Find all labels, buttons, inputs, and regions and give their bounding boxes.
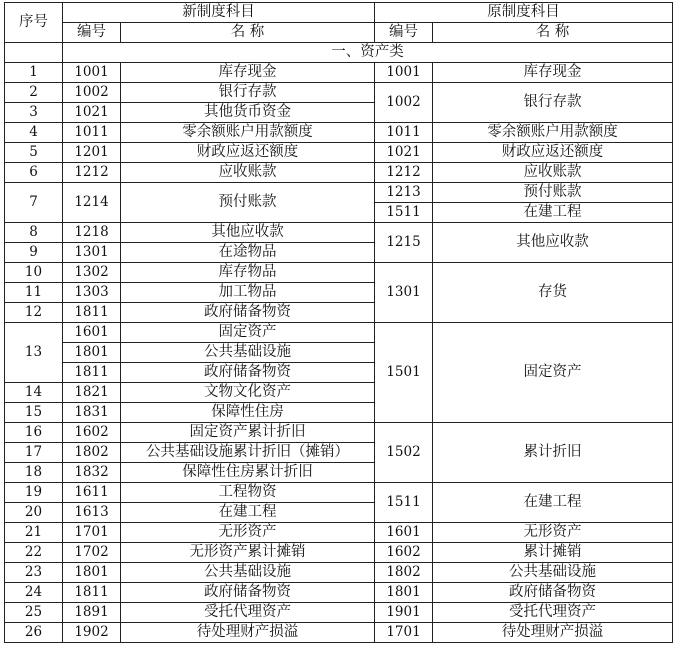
new-name-cell: 在建工程 (121, 503, 375, 523)
table-row (5, 603, 673, 623)
account-mapping-table (4, 2, 673, 643)
seq-cell: 9 (5, 243, 63, 263)
old-name-cell: 无形资产 (433, 523, 673, 543)
table-row (5, 423, 673, 443)
table-row (5, 483, 673, 503)
new-name-cell: 在途物品 (121, 243, 375, 263)
new-name-cell: 预付账款 (121, 183, 375, 223)
seq-cell: 26 (5, 623, 63, 643)
old-name-cell: 累计折旧 (433, 423, 673, 483)
old-code-cell: 1001 (375, 63, 433, 83)
table-row (5, 183, 673, 203)
seq-cell: 1 (5, 63, 63, 83)
seq-cell: 10 (5, 263, 63, 283)
seq-cell: 4 (5, 123, 63, 143)
new-name-cell: 工程物资 (121, 483, 375, 503)
old-name-cell: 库存现金 (433, 63, 673, 83)
old-code-cell: 1301 (375, 263, 433, 323)
new-group-header: 新制度科目 (63, 3, 375, 23)
new-name-cell: 公共基础设施累计折旧（摊销） (121, 443, 375, 463)
old-name-cell: 应收账款 (433, 163, 673, 183)
seq-cell: 11 (5, 283, 63, 303)
new-name-cell: 受托代理资产 (121, 603, 375, 623)
table-row (5, 163, 673, 183)
new-code-cell: 1811 (63, 363, 121, 383)
new-code-cell: 1702 (63, 543, 121, 563)
old-name-cell: 财政应返还额度 (433, 143, 673, 163)
new-code-cell: 1802 (63, 443, 121, 463)
seq-cell: 21 (5, 523, 63, 543)
old-name-cell: 公共基础设施 (433, 563, 673, 583)
table-row (5, 123, 673, 143)
new-name-cell: 无形资产 (121, 523, 375, 543)
new-name-cell: 库存现金 (121, 63, 375, 83)
old-name-cell: 政府储备物资 (433, 583, 673, 603)
new-code-cell: 1214 (63, 183, 121, 223)
seq-header: 序号 (5, 3, 63, 43)
new-code-cell: 1601 (63, 323, 121, 343)
old-group-header: 原制度科目 (375, 3, 673, 23)
old-code-cell: 1802 (375, 563, 433, 583)
old-code-cell: 1011 (375, 123, 433, 143)
old-name-cell: 零余额账户用款额度 (433, 123, 673, 143)
new-code-cell: 1301 (63, 243, 121, 263)
table-row (5, 263, 673, 283)
old-code-cell: 1701 (375, 623, 433, 643)
section-left-cell (5, 43, 63, 63)
table-row (5, 563, 673, 583)
new-code-cell: 1001 (63, 63, 121, 83)
new-name-cell: 政府储备物资 (121, 363, 375, 383)
seq-cell: 17 (5, 443, 63, 463)
seq-cell: 3 (5, 103, 63, 123)
table-row (5, 543, 673, 563)
seq-cell: 25 (5, 603, 63, 623)
new-name-cell: 保障性住房 (121, 403, 375, 423)
new-code-cell: 1811 (63, 583, 121, 603)
seq-cell: 15 (5, 403, 63, 423)
new-code-cell: 1831 (63, 403, 121, 423)
seq-cell: 8 (5, 223, 63, 243)
old-code-cell: 1801 (375, 583, 433, 603)
section-title: 一、资产类 (63, 43, 673, 63)
new-code-cell: 1002 (63, 83, 121, 103)
table-row (5, 223, 673, 243)
new-name-cell: 固定资产 (121, 323, 375, 343)
new-code-cell: 1011 (63, 123, 121, 143)
table-row (5, 83, 673, 103)
old-code-cell: 1215 (375, 223, 433, 263)
old-name-cell: 待处理财产损溢 (433, 623, 673, 643)
old-name-cell: 在建工程 (433, 203, 673, 223)
new-code-cell: 1212 (63, 163, 121, 183)
seq-cell: 23 (5, 563, 63, 583)
new-code-cell: 1701 (63, 523, 121, 543)
old-code-cell: 1602 (375, 543, 433, 563)
new-code-cell: 1801 (63, 563, 121, 583)
new-name-cell: 加工物品 (121, 283, 375, 303)
table-row (5, 143, 673, 163)
old-code-header: 编号 (375, 23, 433, 43)
old-name-cell: 其他应收款 (433, 223, 673, 263)
seq-cell: 16 (5, 423, 63, 443)
old-code-cell: 1601 (375, 523, 433, 543)
old-name-cell: 受托代理资产 (433, 603, 673, 623)
seq-cell: 13 (5, 323, 63, 383)
table-row (5, 323, 673, 343)
new-code-cell: 1218 (63, 223, 121, 243)
old-code-cell: 1502 (375, 423, 433, 483)
table-row (5, 623, 673, 643)
new-code-cell: 1613 (63, 503, 121, 523)
new-code-header: 编号 (63, 23, 121, 43)
seq-cell: 12 (5, 303, 63, 323)
new-name-cell: 文物文化资产 (121, 383, 375, 403)
new-code-cell: 1611 (63, 483, 121, 503)
old-code-cell: 1511 (375, 203, 433, 223)
old-code-cell: 1002 (375, 83, 433, 123)
new-name-cell: 公共基础设施 (121, 563, 375, 583)
old-name-cell: 银行存款 (433, 83, 673, 123)
old-name-header: 名 称 (433, 23, 673, 43)
comparison-sheet (4, 2, 673, 643)
seq-cell: 20 (5, 503, 63, 523)
new-name-cell: 公共基础设施 (121, 343, 375, 363)
new-name-cell: 银行存款 (121, 83, 375, 103)
seq-cell: 14 (5, 383, 63, 403)
new-name-cell: 零余额账户用款额度 (121, 123, 375, 143)
old-code-cell: 1213 (375, 183, 433, 203)
seq-cell: 22 (5, 543, 63, 563)
seq-cell: 24 (5, 583, 63, 603)
new-name-cell: 其他应收款 (121, 223, 375, 243)
old-code-cell: 1501 (375, 323, 433, 423)
new-code-cell: 1801 (63, 343, 121, 363)
new-code-cell: 1821 (63, 383, 121, 403)
new-code-cell: 1891 (63, 603, 121, 623)
new-name-cell: 应收账款 (121, 163, 375, 183)
old-code-cell: 1212 (375, 163, 433, 183)
new-name-cell: 无形资产累计摊销 (121, 543, 375, 563)
new-code-cell: 1832 (63, 463, 121, 483)
old-name-cell: 存货 (433, 263, 673, 323)
old-code-cell: 1901 (375, 603, 433, 623)
new-name-cell: 固定资产累计折旧 (121, 423, 375, 443)
new-code-cell: 1602 (63, 423, 121, 443)
seq-cell: 7 (5, 183, 63, 223)
new-name-cell: 政府储备物资 (121, 583, 375, 603)
seq-cell: 18 (5, 463, 63, 483)
new-name-cell: 政府储备物资 (121, 303, 375, 323)
table-row (5, 63, 673, 83)
new-code-cell: 1201 (63, 143, 121, 163)
old-name-cell: 在建工程 (433, 483, 673, 523)
new-name-header: 名 称 (121, 23, 375, 43)
seq-cell: 5 (5, 143, 63, 163)
old-code-cell: 1511 (375, 483, 433, 523)
new-name-cell: 保障性住房累计折旧 (121, 463, 375, 483)
new-code-cell: 1303 (63, 283, 121, 303)
table-row (5, 583, 673, 603)
seq-cell: 19 (5, 483, 63, 503)
old-name-cell: 累计摊销 (433, 543, 673, 563)
new-code-cell: 1302 (63, 263, 121, 283)
table-row (5, 523, 673, 543)
old-name-cell: 预付账款 (433, 183, 673, 203)
new-code-cell: 1811 (63, 303, 121, 323)
old-code-cell: 1021 (375, 143, 433, 163)
new-name-cell: 库存物品 (121, 263, 375, 283)
seq-cell: 6 (5, 163, 63, 183)
new-code-cell: 1021 (63, 103, 121, 123)
new-code-cell: 1902 (63, 623, 121, 643)
new-name-cell: 待处理财产损溢 (121, 623, 375, 643)
new-name-cell: 其他货币资金 (121, 103, 375, 123)
seq-cell: 2 (5, 83, 63, 103)
old-name-cell: 固定资产 (433, 323, 673, 423)
new-name-cell: 财政应返还额度 (121, 143, 375, 163)
